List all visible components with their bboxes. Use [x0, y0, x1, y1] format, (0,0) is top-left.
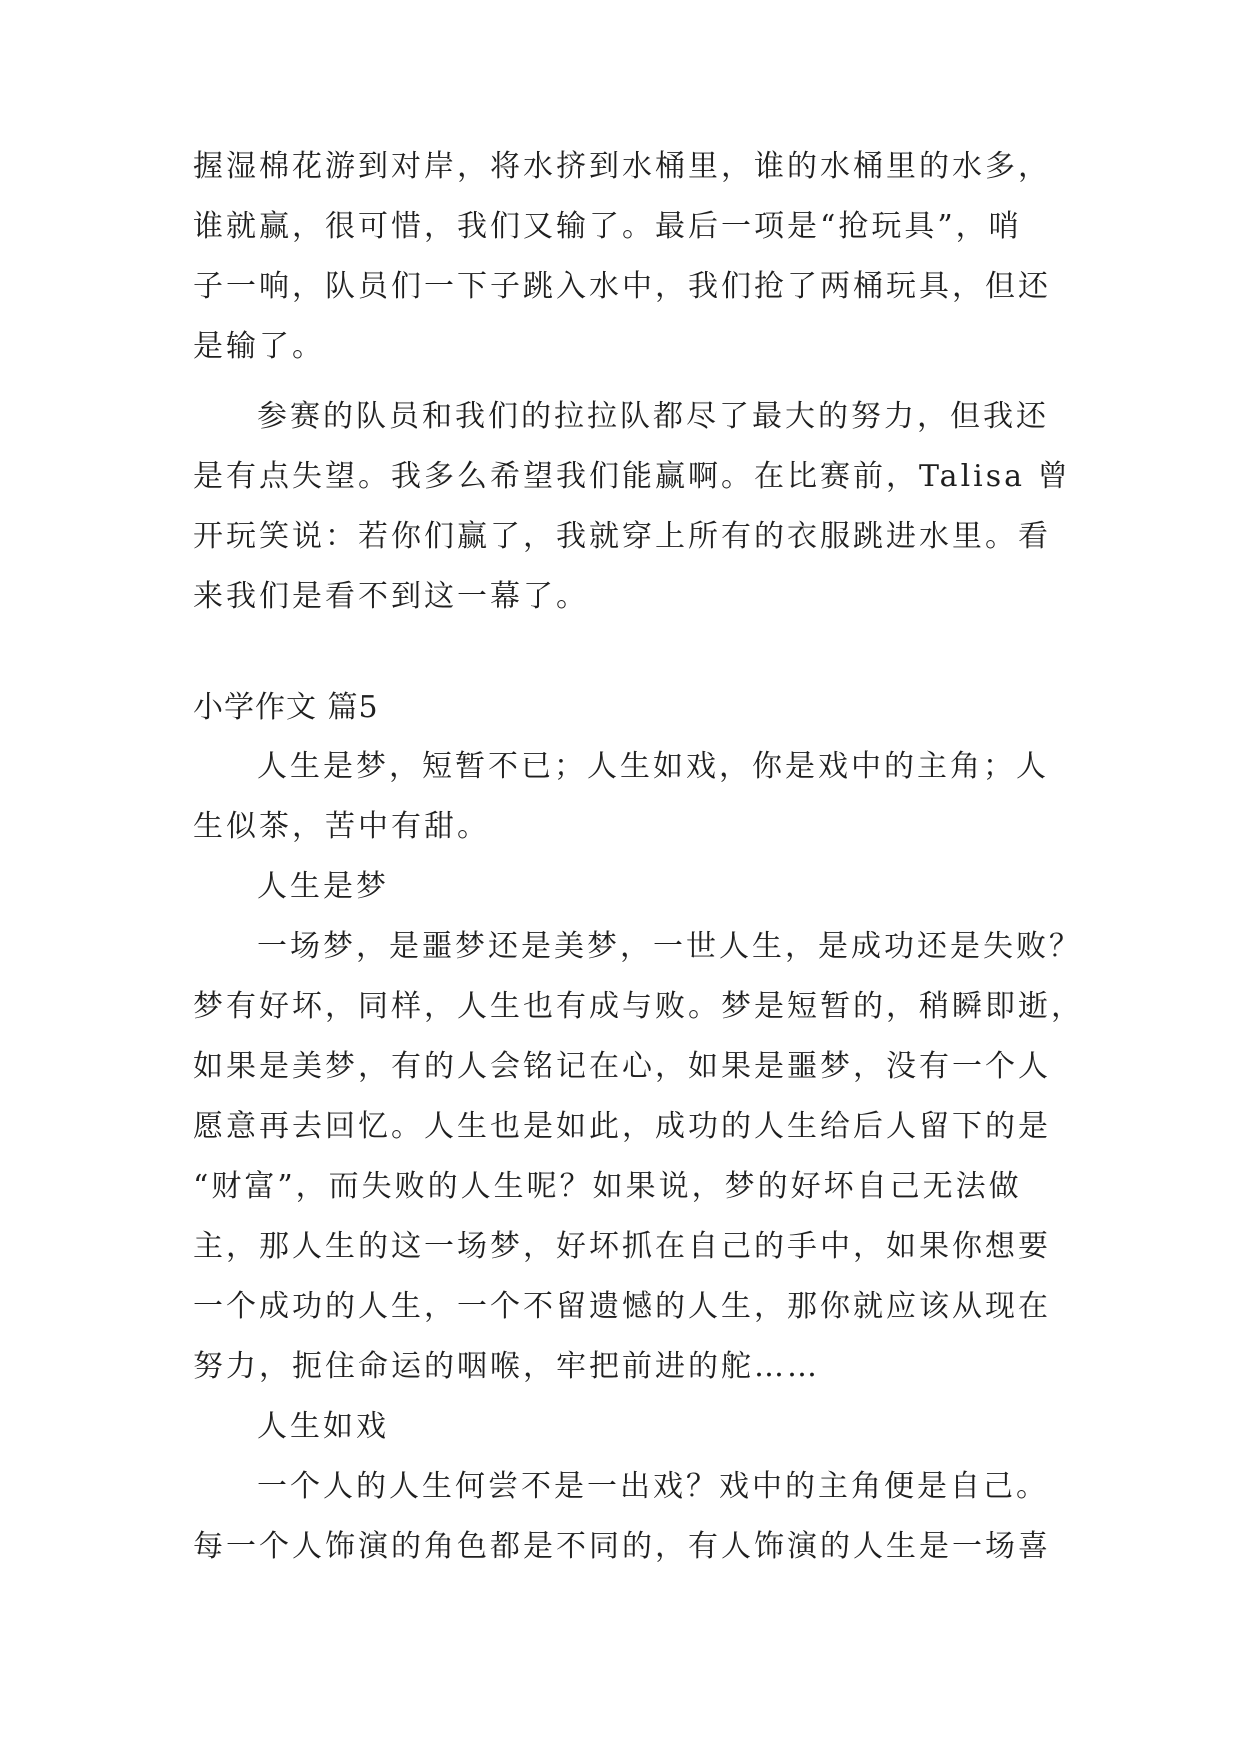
- subheading: 人生是梦: [257, 869, 389, 904]
- paragraph-first-line: 一场梦，是噩梦还是美梦，一世人生，是成功还是失败？: [257, 929, 1082, 964]
- text-line: 谁就赢，很可惜，我们又输了。最后一项是“抢玩具”，哨: [193, 209, 1022, 244]
- text-line: 梦有好坏，同样，人生也有成与败。梦是短暂的，稍瞬即逝，: [193, 989, 1084, 1024]
- text-line: “财富”，而失败的人生呢？如果说，梦的好坏自己无法做: [193, 1169, 1022, 1204]
- text-line: 每一个人饰演的角色都是不同的，有人饰演的人生是一场喜: [193, 1529, 1051, 1564]
- text-line: 是有点失望。我多么希望我们能赢啊。在比赛前，Talisa 曾: [193, 459, 1071, 494]
- text-line: 如果是美梦，有的人会铭记在心，如果是噩梦，没有一个人: [193, 1049, 1051, 1084]
- text-line: 是输了。: [193, 329, 325, 364]
- text-line: 努力，扼住命运的咽喉，牢把前进的舵……: [193, 1349, 820, 1384]
- subheading: 人生如戏: [257, 1409, 389, 1444]
- text-line: 一个成功的人生，一个不留遗憾的人生，那你就应该从现在: [193, 1289, 1051, 1324]
- text-line: 来我们是看不到这一幕了。: [193, 579, 589, 614]
- text-line: 开玩笑说：若你们赢了，我就穿上所有的衣服跳进水里。看: [193, 519, 1051, 554]
- text-line: 愿意再去回忆。人生也是如此，成功的人生给后人留下的是: [193, 1109, 1051, 1144]
- text-line: 生似茶，苦中有甜。: [193, 809, 490, 844]
- paragraph-first-line: 一个人的人生何尝不是一出戏？戏中的主角便是自己。: [257, 1469, 1049, 1504]
- paragraph-first-line: 参赛的队员和我们的拉拉队都尽了最大的努力，但我还: [257, 399, 1049, 434]
- section-title: 小学作文 篇5: [193, 690, 379, 725]
- text-line: 子一响，队员们一下子跳入水中，我们抢了两桶玩具，但还: [193, 269, 1051, 304]
- paragraph-first-line: 人生是梦，短暂不已；人生如戏，你是戏中的主角；人: [257, 749, 1049, 784]
- text-line: 主，那人生的这一场梦，好坏抓在自己的手中，如果你想要: [193, 1229, 1051, 1264]
- text-line: 握湿棉花游到对岸，将水挤到水桶里，谁的水桶里的水多，: [193, 149, 1051, 184]
